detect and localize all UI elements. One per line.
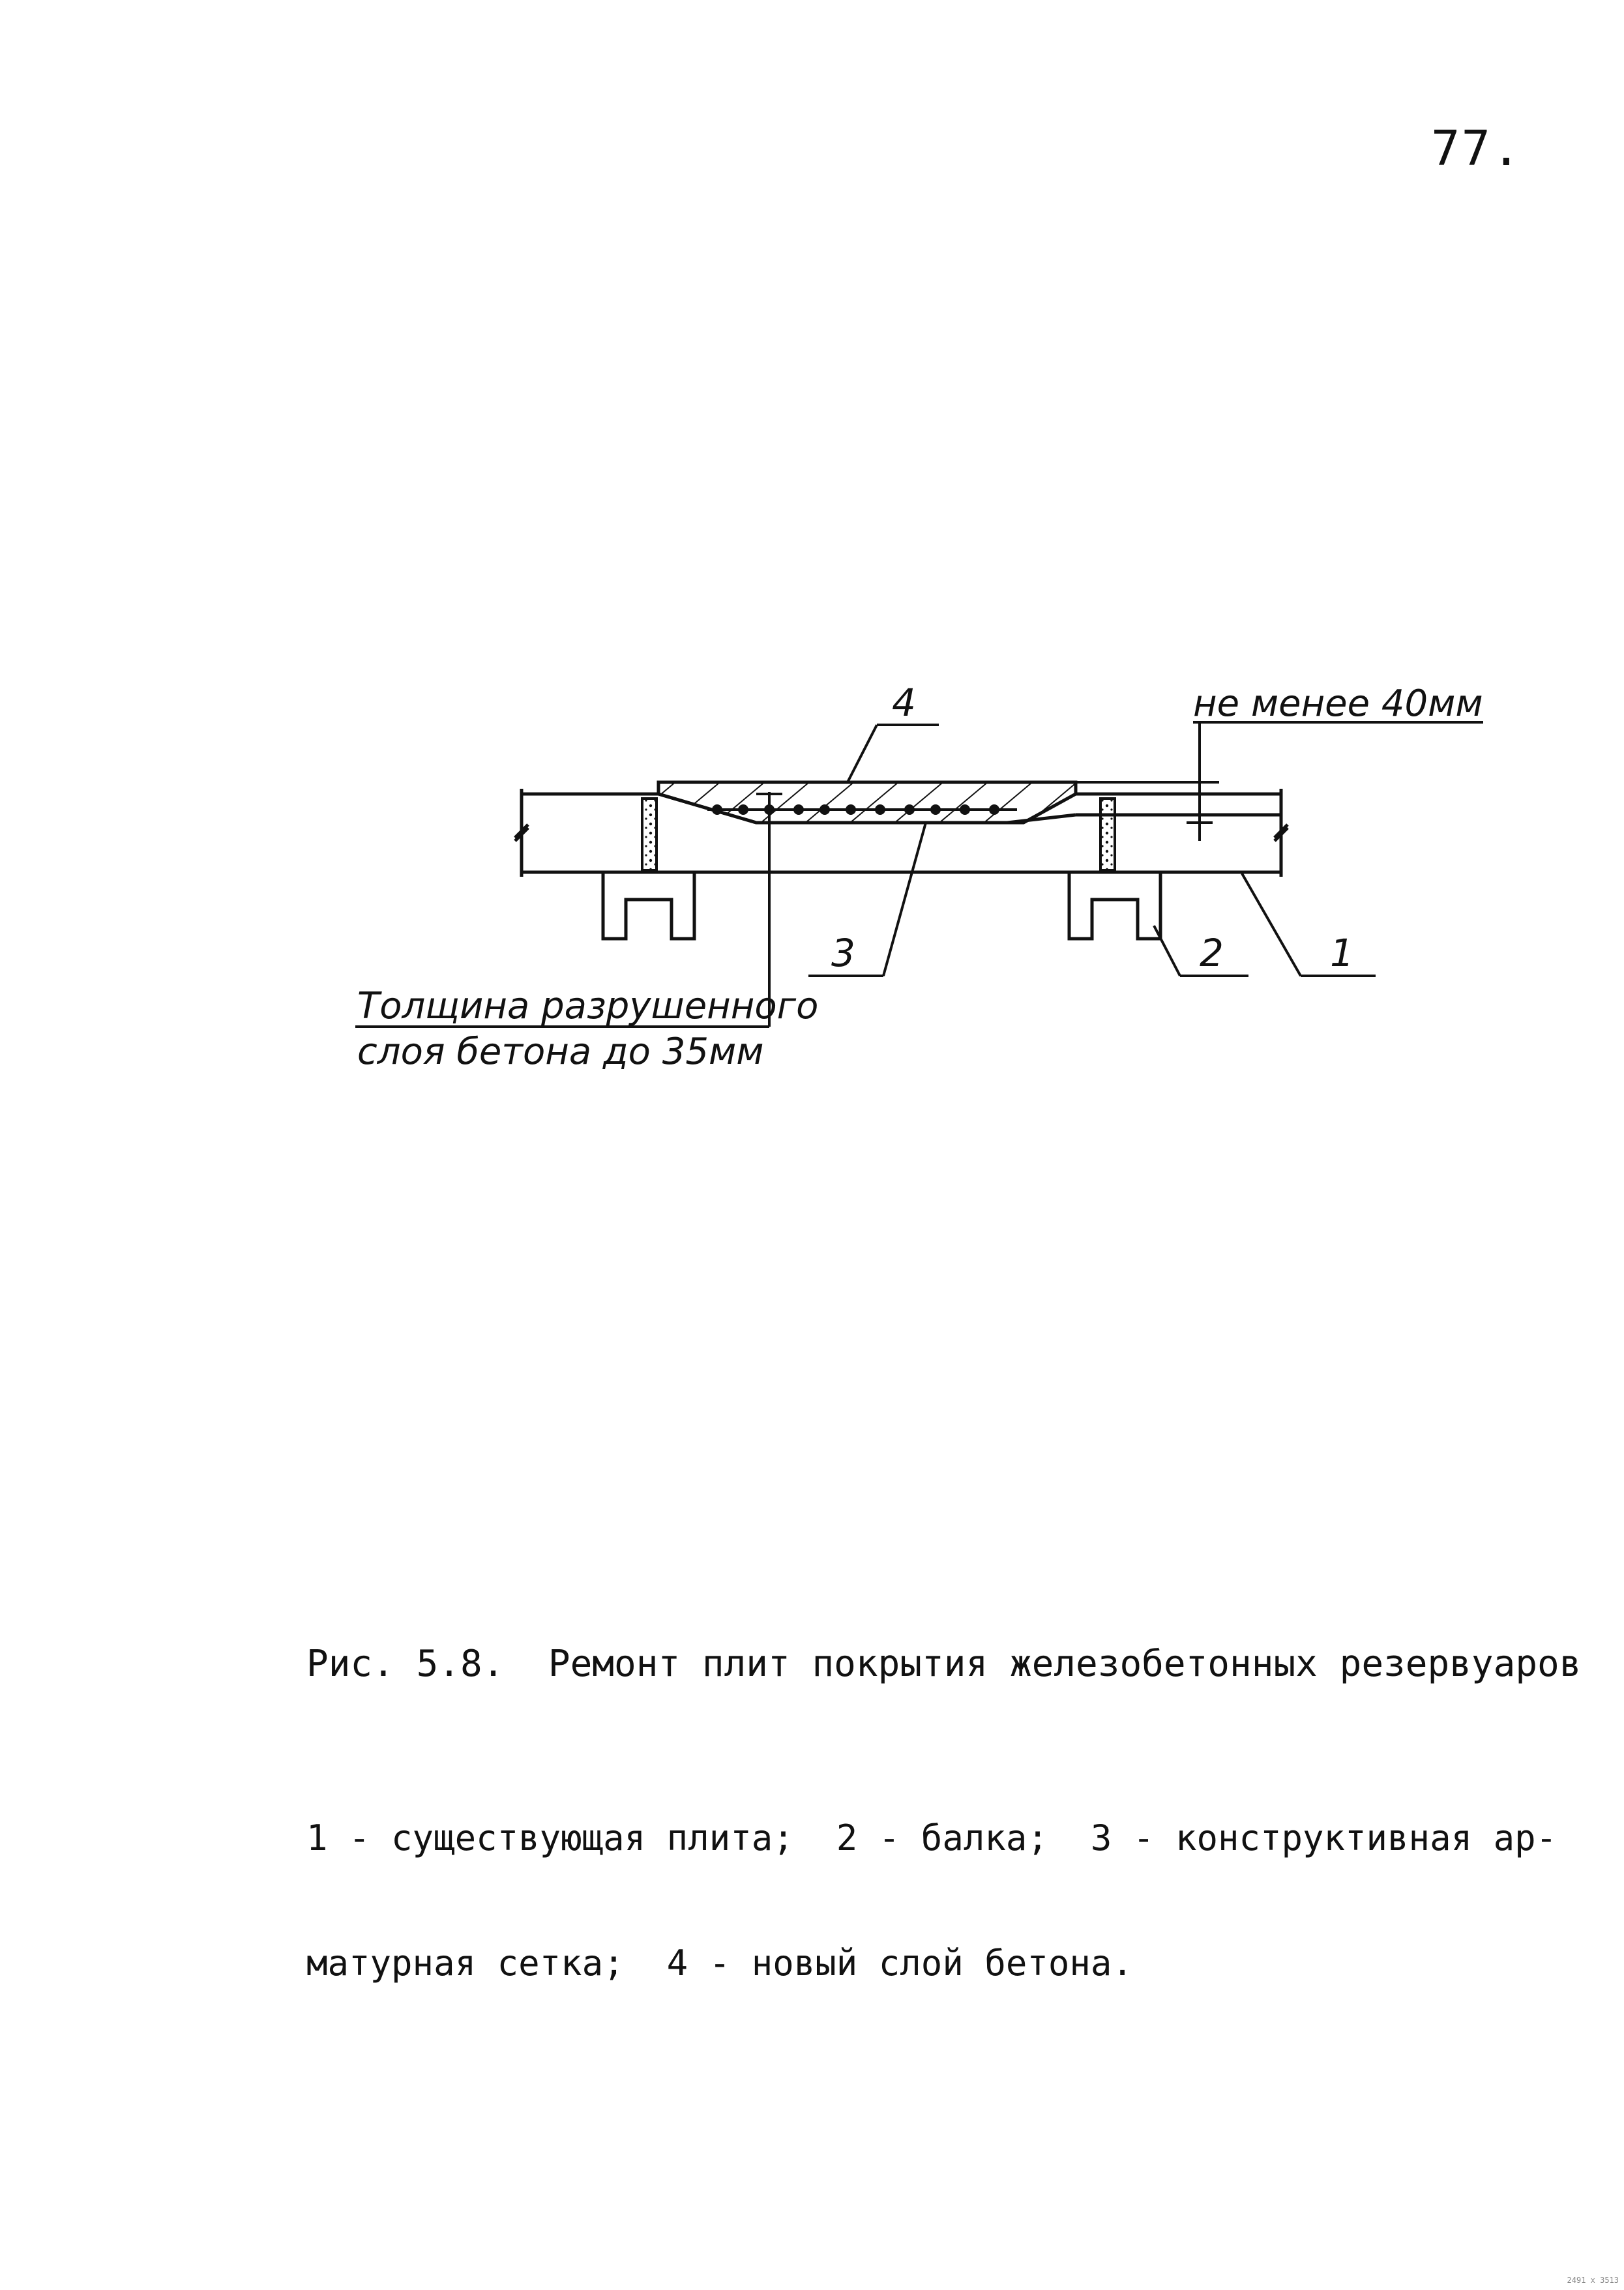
size-readout: 2491 x 3513 [1567,2276,1619,2285]
beam-right [1069,872,1160,939]
left-joint [642,799,657,870]
label-min-thickness: не менее 40мм [1193,683,1483,725]
label-item-1: 1 [1330,931,1354,975]
beam-left [603,872,694,939]
figure-legend [306,1734,1557,2026]
label-item-3: 3 [831,931,855,975]
page-number: 77. [1431,121,1522,177]
label-damaged-layer-line2: слоя бетона до 35мм [357,1031,764,1073]
legend-line: 1 - существующая плита; 2 - балка; 3 - конструктивная ар- [306,1817,1558,1858]
legend-line: матурная сетка; 4 - новый слой бетона. [306,1943,1133,1984]
label-item-2: 2 [1200,931,1224,975]
right-joint [1100,799,1115,870]
figure-caption: Рис. 5.8. Ремонт плит покрытия железобетонных резервуаров [306,1643,1582,1685]
label-damaged-layer-line1: Толщина разрушенного [357,985,819,1027]
new-concrete-layer [658,782,1076,823]
label-item-4: 4 [892,681,916,725]
